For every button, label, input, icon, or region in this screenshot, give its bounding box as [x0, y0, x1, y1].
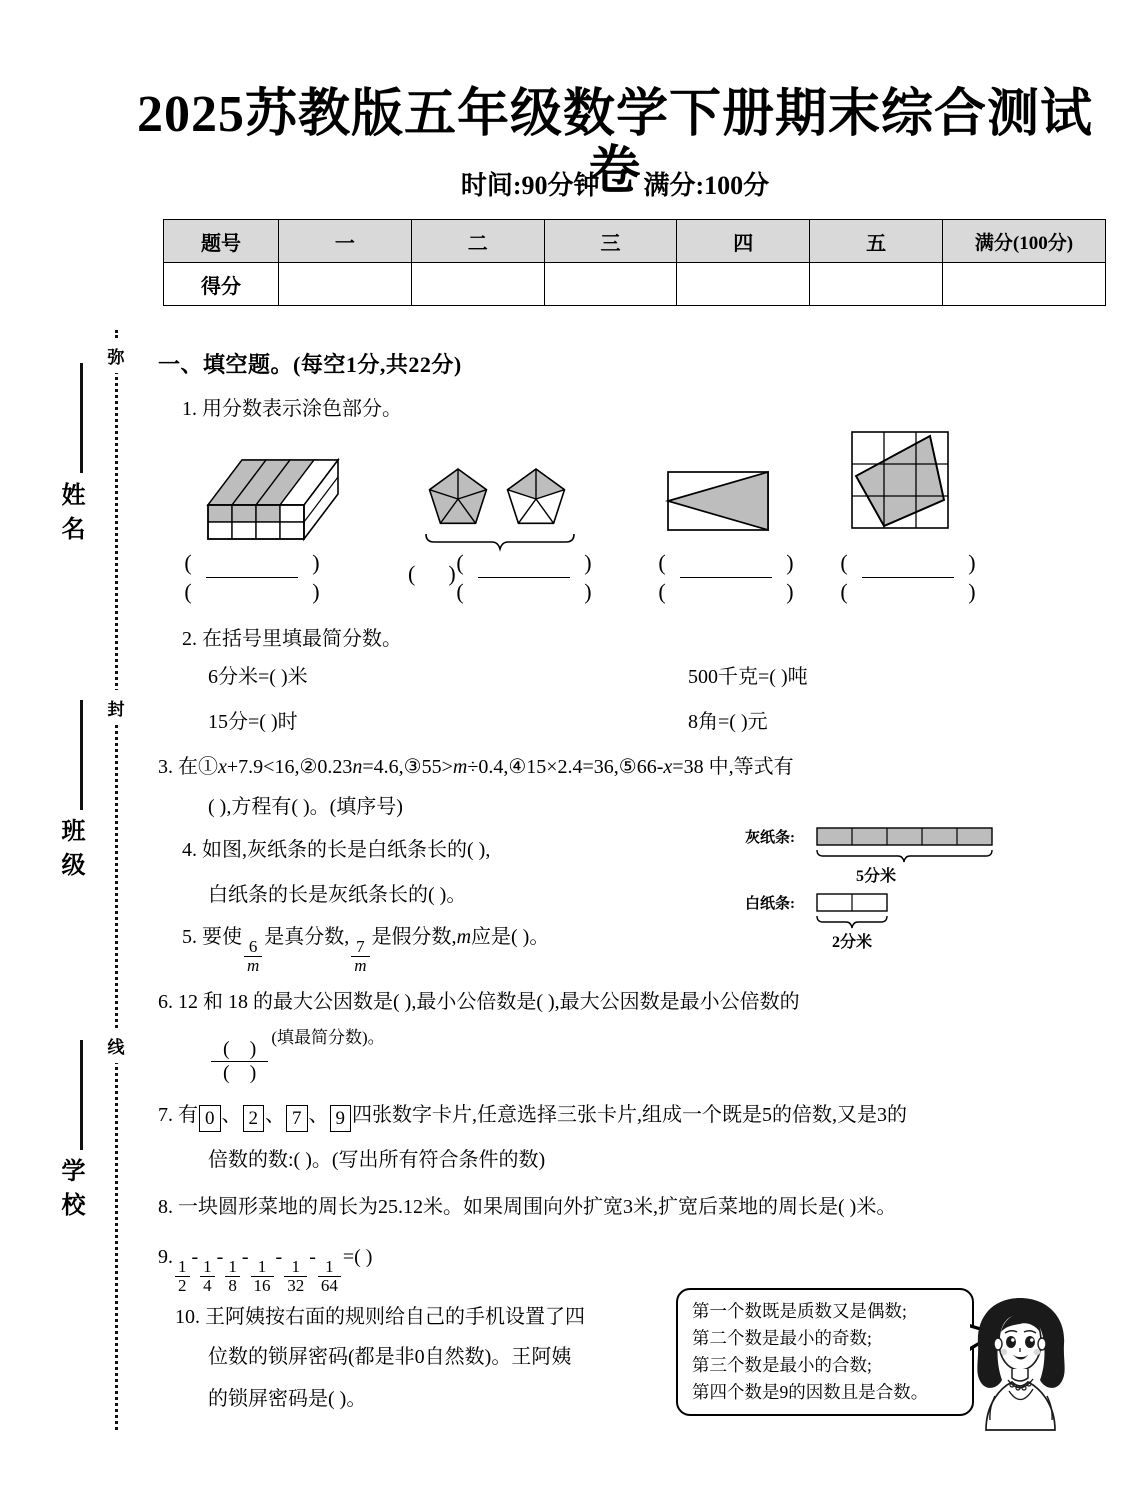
- q9-op-4: -: [309, 1246, 316, 1268]
- question-6-line-1[interactable]: 6. 12 和 18 的最大公因数是( ),最小公倍数是( ),最大公因数是最小公倍数的: [158, 991, 800, 1013]
- score-col-2: 二: [411, 220, 544, 263]
- answer-blank-fraction-2[interactable]: ( ) ( ): [456, 550, 618, 604]
- q9-fraction-5: $\frac{1}{64}$: [318, 1258, 341, 1295]
- q9-fraction-1: $\frac{1}{4}$: [200, 1258, 215, 1295]
- answer-blank-whole-2[interactable]: ( ): [408, 561, 456, 586]
- score-col-3: 三: [544, 220, 677, 263]
- q3-part-e: =38 中,等式有: [672, 756, 794, 778]
- seal-char-2: 线: [102, 1028, 130, 1063]
- svg-text:2分米: 2分米: [831, 934, 873, 949]
- question-3-line-1: [158, 750, 794, 784]
- question-10-line-2: 位数的锁屏密码(都是非0自然数)。王阿姨: [208, 1346, 572, 1368]
- question-2-item-3[interactable]: 8角=( )元: [688, 711, 768, 733]
- question-7-line-2[interactable]: 倍数的数:( )。(写出所有符合条件的数): [208, 1149, 546, 1171]
- figure-paper-strips: [745, 824, 1010, 954]
- q9-fraction-2: $\frac{1}{8}$: [225, 1258, 240, 1295]
- question-5[interactable]: [182, 920, 549, 975]
- answer-blank-fraction-4[interactable]: ( ) ( ): [840, 550, 1002, 604]
- svg-text:5分米: 5分米: [855, 868, 897, 885]
- exam-duration: 时间:90分钟: [460, 171, 600, 200]
- svg-text:灰纸条:: 灰纸条:: [745, 830, 795, 846]
- score-cell-4[interactable]: [677, 263, 810, 306]
- q3-part-c: =4.6,③55>: [362, 756, 453, 778]
- question-1-text: 1. 用分数表示涂色部分。: [182, 398, 402, 420]
- score-table-row-label-1: 得分: [164, 263, 279, 306]
- rule-line-3: 第四个数是9的因数且是合数。: [692, 1382, 929, 1402]
- class-field-rule: [80, 700, 83, 810]
- score-col-4: 四: [677, 220, 810, 263]
- question-2-item-1[interactable]: 500千克=( )吨: [688, 666, 808, 688]
- q9-op-3: -: [275, 1246, 283, 1268]
- score-table-value-row: [164, 263, 1106, 306]
- illustration-woman: [968, 1292, 1073, 1437]
- question-4-line-2[interactable]: 白纸条的长是灰纸条长的( )。: [208, 884, 467, 906]
- question-2-item-2[interactable]: 15分=( )时: [208, 711, 298, 733]
- q3-part-b: +7.9<16,②0.23: [226, 756, 353, 778]
- q9-fraction-3: $\frac{1}{16}$: [251, 1258, 274, 1295]
- field-label-school: 学校: [57, 1158, 83, 1226]
- score-col-1: 一: [279, 220, 412, 263]
- q7-sep-2: 、: [308, 1104, 329, 1126]
- score-table-header-row: [164, 220, 1106, 263]
- q3-var-x-2: x: [663, 756, 673, 778]
- section-1-heading: 一、填空题。(每空1分,共22分): [158, 352, 462, 377]
- q3-var-x-1: x: [218, 756, 227, 778]
- q3-var-n: n: [352, 756, 363, 778]
- question-2-text: 2. 在括号里填最简分数。: [182, 628, 402, 650]
- score-table: [163, 219, 1106, 306]
- q6-suffix: (填最简分数)。: [271, 1028, 385, 1047]
- seal-char-0: 弥: [102, 338, 130, 373]
- exam-total-score: 满分:100分: [643, 171, 770, 200]
- binding-margin: [0, 0, 135, 1494]
- rule-line-2: 第三个数是最小的合数;: [692, 1355, 872, 1375]
- number-card-3: 9: [330, 1105, 352, 1132]
- number-card-1: 2: [243, 1105, 265, 1132]
- score-cell-total[interactable]: [943, 263, 1106, 306]
- q5-post: 应是( )。: [471, 926, 550, 948]
- question-8[interactable]: 8. 一块圆形菜地的周长为25.12米。如果周围向外扩宽3米,扩宽后菜地的周长是( )米。: [158, 1196, 897, 1218]
- q9-op-2: -: [241, 1246, 249, 1268]
- q5-pre: 5. 要使: [182, 926, 242, 948]
- seal-dotted-line: [115, 330, 118, 1430]
- question-4-line-1[interactable]: 4. 如图,灰纸条的长是白纸条长的( ),: [182, 839, 491, 861]
- q5-mid-1: 是真分数,: [264, 926, 350, 948]
- q5-fraction-2: $\frac{7}{m}$: [351, 938, 369, 975]
- field-label-class: 班级: [57, 818, 83, 886]
- score-col-total: 满分(100分): [943, 220, 1106, 263]
- score-cell-5[interactable]: [810, 263, 943, 306]
- q9-op-1: -: [216, 1246, 224, 1268]
- question-2-item-0[interactable]: 6分米=( )米: [208, 666, 308, 688]
- score-cell-3[interactable]: [544, 263, 677, 306]
- q3-part-d: ÷0.4,④15×2.4=36,⑤66-: [467, 756, 664, 778]
- seal-char-1: 封: [102, 690, 130, 725]
- school-field-rule: [80, 1040, 83, 1150]
- q5-var-m: m: [456, 926, 472, 948]
- score-col-5: 五: [810, 220, 943, 263]
- exam-meta: [120, 165, 1110, 202]
- q7-post: 四张数字卡片,任意选择三张卡片,组成一个既是5的倍数,又是3的: [352, 1104, 907, 1126]
- name-field-rule: [80, 363, 83, 473]
- q9-fraction-0: $\frac{1}{2}$: [175, 1258, 190, 1295]
- question-3-line-2[interactable]: ( ),方程有( )。(填序号): [208, 796, 403, 818]
- q3-part-a: 3. 在①: [158, 756, 218, 778]
- q9-fraction-4: $\frac{1}{32}$: [284, 1258, 307, 1295]
- number-card-2: 7: [286, 1105, 308, 1132]
- rule-line-1: 第二个数是最小的奇数;: [692, 1328, 872, 1348]
- question-6-line-2[interactable]: [208, 1020, 385, 1085]
- q9-post: =( ): [342, 1246, 373, 1268]
- question-10-line-1: 10. 王阿姨按右面的规则给自己的手机设置了四: [175, 1306, 585, 1328]
- number-card-0: 0: [199, 1105, 221, 1132]
- score-table-row-label-0: 题号: [164, 220, 279, 263]
- rule-line-0: 第一个数既是质数又是偶数;: [692, 1301, 907, 1321]
- figure-cuboid-grid: [200, 450, 340, 555]
- q5-fraction-1: $\frac{6}{m}$: [244, 938, 262, 975]
- q7-pre: 7. 有: [158, 1104, 198, 1126]
- score-cell-2[interactable]: [411, 263, 544, 306]
- answer-blank-fraction-3[interactable]: ( ) ( ): [658, 550, 820, 604]
- question-7-line-1: [158, 1098, 907, 1132]
- field-label-name: 姓名: [57, 482, 83, 550]
- answer-blank-fraction-1[interactable]: ( ) ( ): [184, 550, 346, 604]
- svg-text:白纸条:: 白纸条:: [745, 896, 795, 912]
- q7-sep-1: 、: [265, 1104, 285, 1126]
- question-10-line-3[interactable]: 的锁屏密码是( )。: [208, 1388, 367, 1410]
- figure-rectangle-triangle: [664, 468, 774, 543]
- figure-grid-rotated-square: [846, 428, 956, 541]
- question-9[interactable]: [158, 1240, 372, 1295]
- page-title: 2025苏教版五年级数学下册期末综合测试卷: [136, 86, 1093, 201]
- score-cell-1[interactable]: [279, 263, 412, 306]
- q9-pre: 9.: [158, 1246, 173, 1268]
- q7-sep-0: 、: [221, 1104, 242, 1126]
- q5-mid-2: 是假分数,: [371, 926, 457, 948]
- rules-speech-bubble: [676, 1288, 974, 1416]
- q3-var-m: m: [452, 756, 468, 778]
- q6-answer-fraction[interactable]: ( ) ( ): [211, 1038, 268, 1085]
- q9-op-0: -: [191, 1246, 199, 1268]
